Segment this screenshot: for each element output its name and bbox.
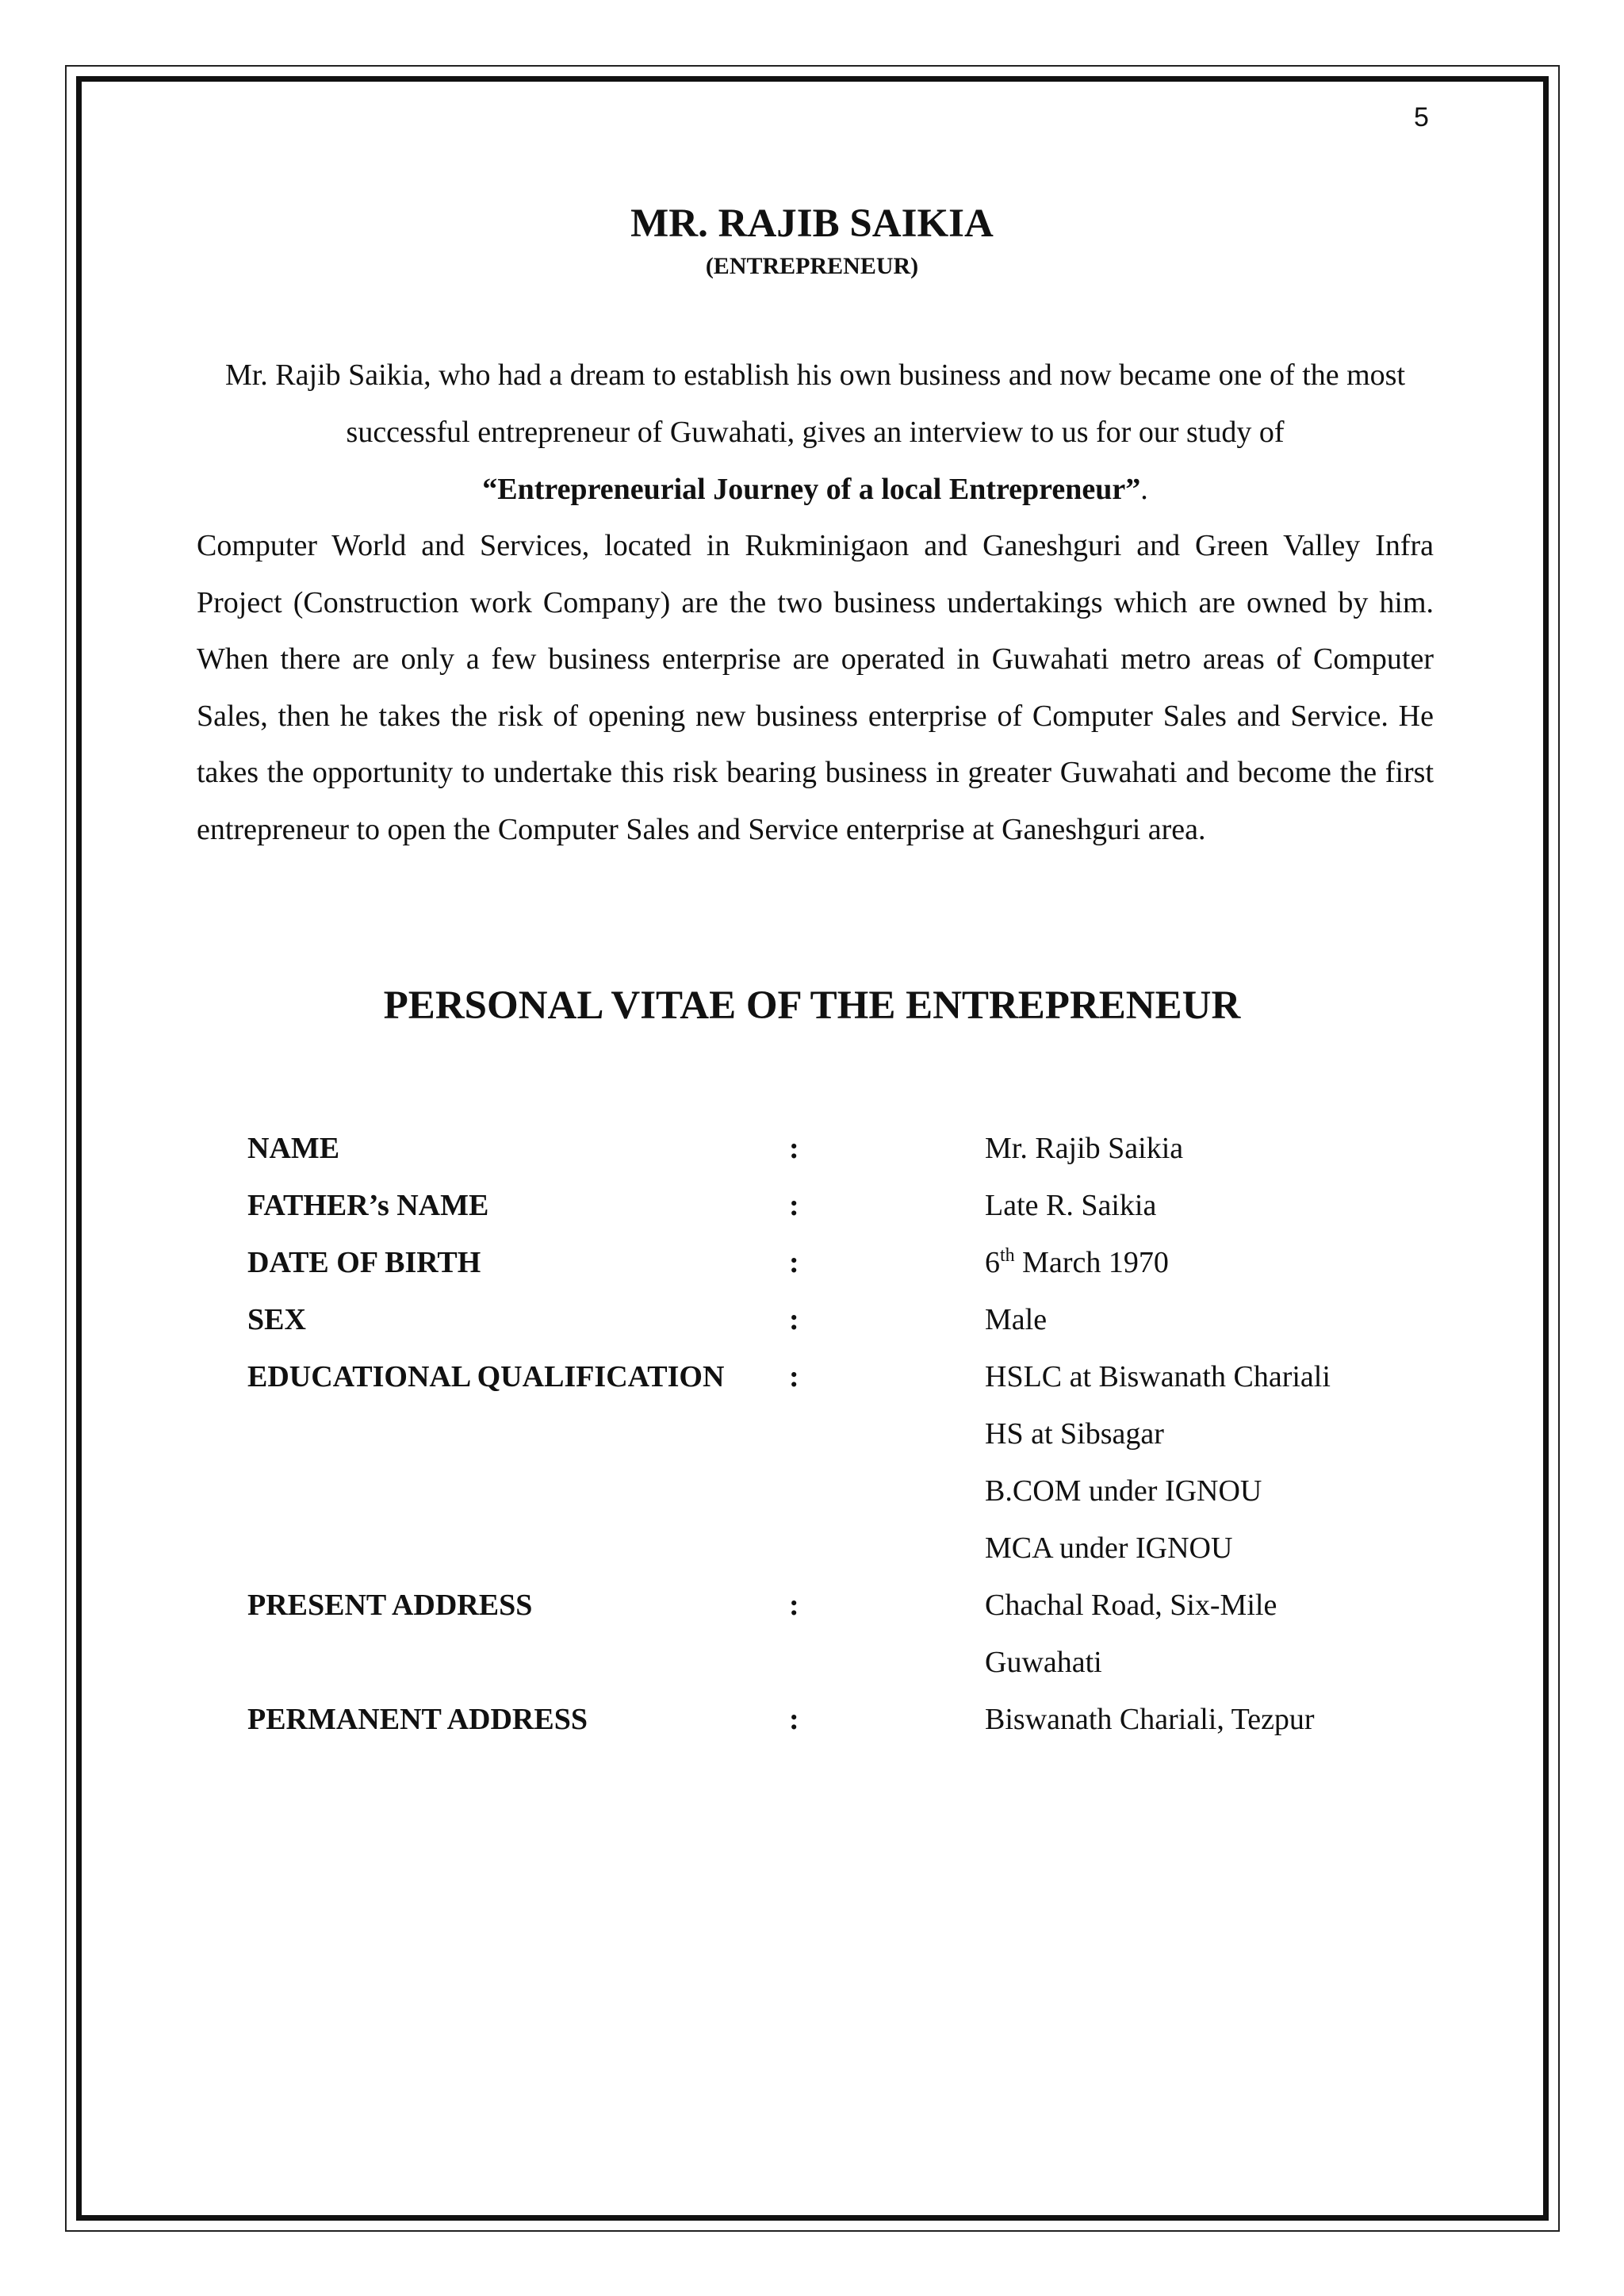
dob-day: 6 — [985, 1246, 1000, 1279]
vitae-table — [247, 1120, 1437, 1748]
vitae-row-education — [247, 1348, 1437, 1405]
vitae-value-dob — [985, 1234, 1169, 1291]
vitae-separator: : — [789, 1589, 799, 1622]
vitae-separator: : — [789, 1246, 799, 1279]
vitae-row-present-address — [247, 1577, 1437, 1634]
vitae-label: NAME — [247, 1132, 340, 1165]
vitae-label: PRESENT ADDRESS — [247, 1589, 533, 1622]
vitae-value: MCA under IGNOU — [985, 1531, 1233, 1565]
vitae-label: DATE OF BIRTH — [247, 1246, 481, 1279]
vitae-value: Biswanath Chariali, Tezpur — [985, 1703, 1315, 1736]
vitae-separator: : — [789, 1132, 799, 1165]
document-subtitle: (ENTREPRENEUR) — [705, 253, 919, 279]
intro-trailing: . — [1140, 473, 1148, 506]
page-number: 5 — [1414, 102, 1429, 132]
vitae-separator: : — [789, 1360, 799, 1393]
vitae-row-sex — [247, 1291, 1437, 1348]
vitae-row-education-cont — [247, 1520, 1437, 1577]
vitae-value: Late R. Saikia — [985, 1189, 1157, 1222]
intro-text: Mr. Rajib Saikia, who had a dream to establish his own business and now became one of the most successful entrepreneur of Guwahati, gives an interview to us for our study of — [224, 358, 1406, 449]
study-title: “Entrepreneurial Journey of a local Entrepreneur” — [482, 473, 1141, 506]
vitae-row-name — [247, 1120, 1437, 1177]
intro-paragraph — [197, 347, 1434, 518]
dob-day-suffix: th — [1000, 1245, 1015, 1266]
vitae-value: Chachal Road, Six-Mile — [985, 1589, 1277, 1622]
vitae-row-date-of-birth — [247, 1234, 1437, 1291]
vitae-value: B.COM under IGNOU — [985, 1474, 1262, 1508]
vitae-value: Guwahati — [985, 1646, 1102, 1679]
document-title: MR. RAJIB SAIKIA — [630, 201, 994, 246]
vitae-row-father-name — [247, 1177, 1437, 1234]
vitae-value: Male — [985, 1303, 1048, 1336]
vitae-row-present-address-cont — [247, 1634, 1437, 1691]
vitae-row-education-cont — [247, 1405, 1437, 1462]
vitae-value: HSLC at Biswanath Chariali — [985, 1360, 1331, 1393]
vitae-heading: PERSONAL VITAE OF THE ENTREPRENEUR — [383, 983, 1241, 1028]
vitae-row-permanent-address — [247, 1691, 1437, 1748]
business-description: Computer World and Services, located in Rukminigaon and Ganeshguri and Green Valley Infra Project (Construction work Company) are the two business undertakings which are owned by him. When there are only a few business enterprise are operated in Guwahati metro areas of Computer Sales, then he takes the risk of opening new business enterprise of Computer Sales and Service. He takes the opportunity to undertake this risk bearing business in greater Guwahati and become the first entrepreneur to open the Computer Sales and Service enterprise at Ganeshguri area. — [197, 529, 1434, 846]
vitae-label: SEX — [247, 1303, 306, 1336]
vitae-value: HS at Sibsagar — [985, 1417, 1164, 1451]
vitae-label: EDUCATIONAL QUALIFICATION — [247, 1360, 725, 1393]
vitae-separator: : — [789, 1303, 799, 1336]
vitae-label: PERMANENT ADDRESS — [247, 1703, 588, 1736]
vitae-label: FATHER’s NAME — [247, 1189, 489, 1222]
vitae-separator: : — [789, 1189, 799, 1222]
vitae-value: Mr. Rajib Saikia — [985, 1132, 1184, 1165]
dob-month-year: March 1970 — [1022, 1246, 1169, 1279]
vitae-separator: : — [789, 1703, 799, 1736]
vitae-row-education-cont — [247, 1462, 1437, 1520]
